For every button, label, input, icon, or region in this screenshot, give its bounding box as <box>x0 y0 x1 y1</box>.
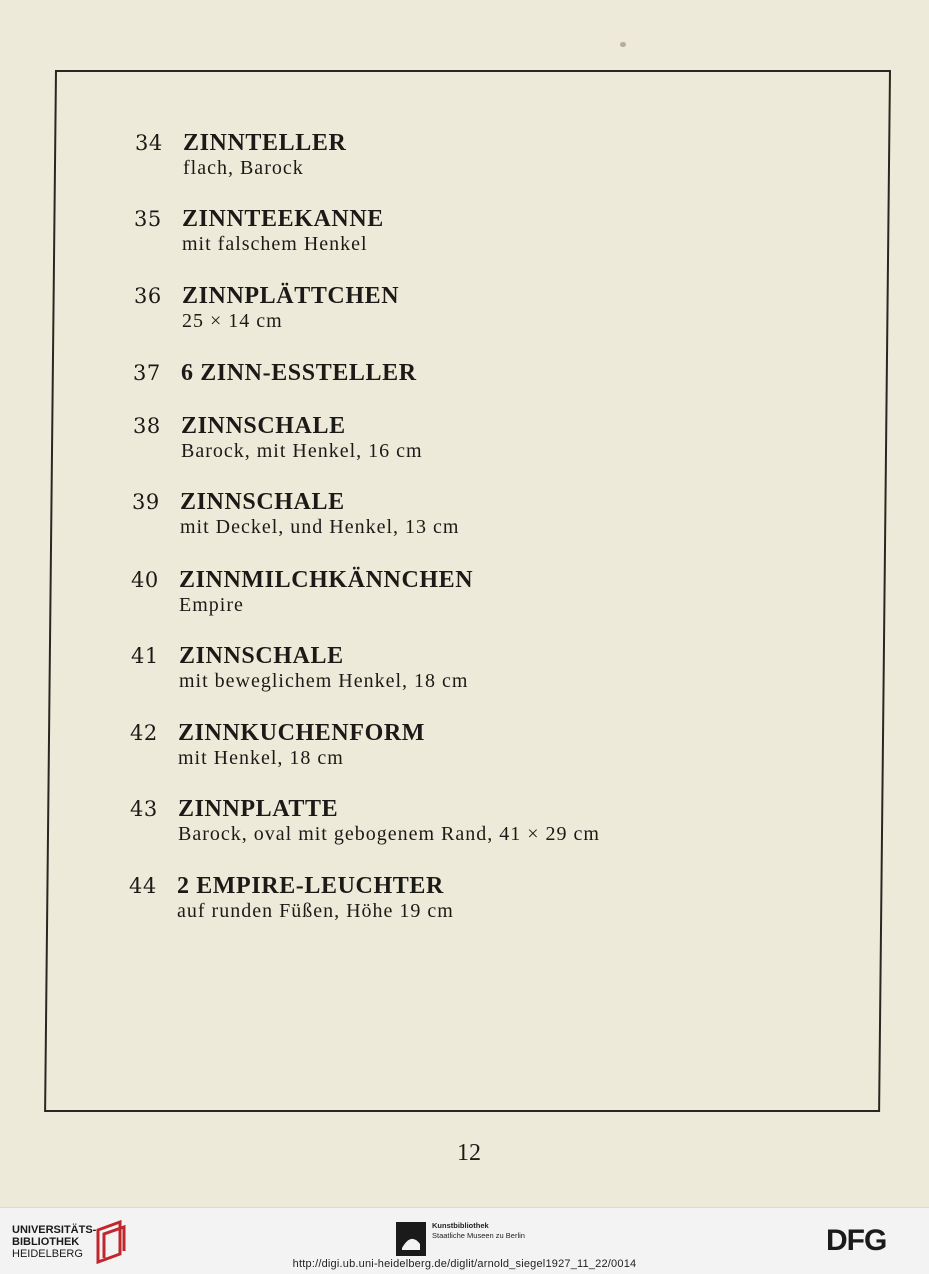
entry-number: 44 <box>129 874 157 898</box>
partner-line-2: Staatliche Museen zu Berlin <box>432 1231 525 1240</box>
paper-speck <box>620 42 626 47</box>
entry-title: ZINNSCHALE <box>180 489 345 515</box>
page-number: 12 <box>457 1140 481 1166</box>
entry-description: mit beweglichem Henkel, 18 cm <box>179 670 469 692</box>
entry-number: 43 <box>130 797 158 821</box>
entry-number: 40 <box>131 568 159 592</box>
entry-title: ZINNSCHALE <box>181 413 346 439</box>
entry-description: mit Henkel, 18 cm <box>178 747 344 769</box>
entry-title: ZINNMILCHKÄNNCHEN <box>179 567 474 593</box>
viewer-footer <box>0 1207 929 1274</box>
entry-number: 39 <box>132 490 160 514</box>
entry-number: 35 <box>134 207 162 231</box>
entry-description: Empire <box>179 594 244 616</box>
entry-description: Barock, mit Henkel, 16 cm <box>181 440 423 462</box>
library-line-1: UNIVERSITÄTS- <box>12 1224 97 1236</box>
entry-title: ZINNPLÄTTCHEN <box>182 283 400 309</box>
entry-title: ZINNPLATTE <box>178 796 339 822</box>
entry-title: ZINNSCHALE <box>179 643 344 669</box>
library-line-3: HEIDELBERG <box>12 1248 83 1260</box>
entry-number: 37 <box>133 361 161 385</box>
entry-description: flach, Barock <box>183 157 304 179</box>
entry-description: 25 × 14 cm <box>182 310 283 332</box>
entry-title: ZINNTELLER <box>183 130 347 156</box>
entry-description: mit Deckel, und Henkel, 13 cm <box>180 516 460 538</box>
entry-number: 42 <box>130 721 158 745</box>
entry-description: mit falschem Henkel <box>182 233 368 255</box>
library-line-2: BIBLIOTHEK <box>12 1236 80 1248</box>
entry-description: Barock, oval mit gebogenem Rand, 41 × 29 cm <box>178 823 600 845</box>
entry-title: ZINNTEEKANNE <box>182 206 384 232</box>
entry-description: auf runden Füßen, Höhe 19 cm <box>177 900 454 922</box>
kunstbibliothek-logo-icon[interactable] <box>396 1222 426 1256</box>
entry-title: ZINNKUCHENFORM <box>178 720 426 746</box>
entry-number: 41 <box>131 644 159 668</box>
partner-line-1: Kunstbibliothek <box>432 1221 489 1230</box>
partner-text[interactable] <box>432 1221 525 1241</box>
entry-title: 6 ZINN-ESSTELLER <box>181 360 417 386</box>
entry-number: 38 <box>133 414 161 438</box>
dfg-logo[interactable]: DFG <box>826 1224 887 1257</box>
permalink-url[interactable]: http://digi.ub.uni-heidelberg.de/diglit/arnold_siegel1927_11_22/0014 <box>292 1258 637 1270</box>
entry-number: 36 <box>134 284 162 308</box>
entry-number: 34 <box>135 131 163 155</box>
entry-title: 2 EMPIRE-LEUCHTER <box>177 873 444 899</box>
university-library-text[interactable] <box>12 1224 96 1260</box>
